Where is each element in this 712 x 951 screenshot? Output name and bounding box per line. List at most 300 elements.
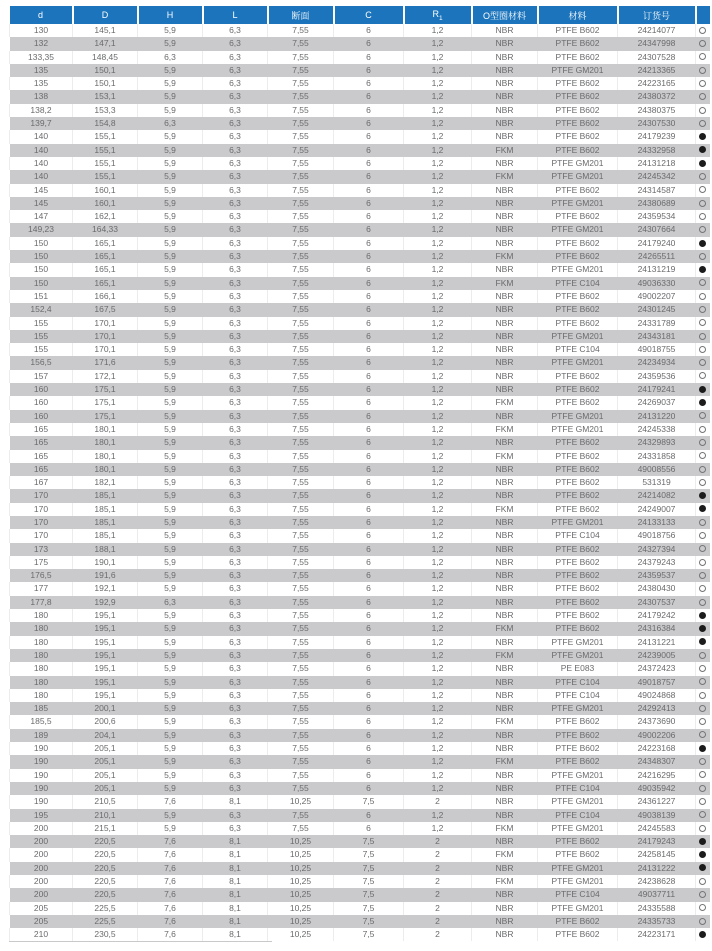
cell-C: 6 [366,543,371,554]
cell-D: 180,1 [73,423,138,436]
availability-open-circle-icon [699,279,706,286]
cell-R1: 2 [404,848,472,861]
cell-material: PTFE C104 [538,529,618,542]
cell-H: 5,9 [164,277,176,288]
cell-D: 192,9 [94,596,116,607]
availability-filled-circle-icon [699,864,706,871]
cell-R1: 1,2 [431,171,444,182]
cell-D: 154,8 [94,118,116,129]
availability-open-circle-icon [699,27,706,34]
cell-D: 172,1 [73,370,138,383]
table-row [10,862,710,875]
cell-order_no: 24331789 [618,317,696,330]
cell-oring_material: NBR [495,836,514,847]
cell-avail [696,356,710,369]
cell-order_no: 24179242 [618,609,696,622]
table-row [10,915,710,928]
cell-material: PTFE C104 [555,889,600,900]
cell-R1: 1,2 [431,676,444,687]
cell-oring_material: NBR [495,676,514,687]
table-row [10,729,710,742]
cell-material: PTFE B602 [555,384,600,395]
availability-filled-circle-icon [699,492,706,499]
cell-section: 7,55 [268,263,334,276]
cell-order_no: 24269037 [618,396,696,409]
cell-oring_material: NBR [472,636,538,649]
cell-avail [696,676,710,689]
cell-H: 7,6 [164,862,176,873]
cell-R1: 2 [404,795,472,808]
cell-material: PTFE B602 [555,91,600,102]
column-header-oring_material: O型圈材料 [472,6,538,24]
availability-open-circle-icon [699,186,706,193]
cell-d: 170 [33,490,49,501]
availability-open-circle-icon [699,519,706,526]
cell-D: 165,1 [94,251,116,262]
cell-material: PTFE C104 [555,676,600,687]
availability-open-circle-icon [699,878,706,885]
cell-material: PTFE GM201 [551,649,604,660]
cell-material: PTFE GM201 [538,902,618,915]
cell-material: PTFE B602 [538,290,618,303]
cell-material: PTFE GM201 [551,410,604,421]
cell-d: 205 [33,915,49,926]
table-row [10,835,710,848]
cell-order_no: 24373690 [618,715,696,728]
cell-order_no: 24223165 [618,77,696,90]
cell-avail [696,582,710,595]
cell-section: 7,55 [292,224,309,235]
cell-oring_material: FKM [495,171,514,182]
cell-L: 6,3 [203,184,268,197]
cell-section: 7,55 [292,809,309,820]
cell-H: 5,9 [138,370,203,383]
cell-L: 6,3 [229,251,241,262]
table-row [10,144,710,157]
cell-C: 7,5 [334,928,404,941]
cell-oring_material: FKM [472,848,538,861]
cell-material: PTFE B602 [555,543,600,554]
cell-material: PTFE C104 [555,277,600,288]
cell-d: 200 [10,822,73,835]
table-row [10,184,710,197]
cell-C: 6 [334,822,404,835]
cell-oring_material: NBR [495,224,514,235]
cell-d: 151 [10,290,73,303]
cell-D: 195,1 [73,609,138,622]
cell-d: 155 [10,317,73,330]
availability-filled-circle-icon [699,266,706,273]
cell-material: PTFE GM201 [551,703,604,714]
cell-section: 7,55 [292,171,309,182]
cell-oring_material: NBR [472,902,538,915]
cell-D: 175,1 [94,410,116,421]
cell-d: 165 [33,463,49,474]
cell-order_no: 49002206 [637,729,676,740]
cell-L: 6,3 [203,769,268,782]
cell-material: PTFE C104 [538,343,618,356]
cell-oring_material: FKM [472,875,538,888]
table-row [10,529,710,542]
cell-material: PTFE C104 [555,782,600,793]
cell-R1: 1,2 [404,317,472,330]
cell-avail [696,303,710,316]
cell-d: 145 [10,184,73,197]
cell-R1: 2 [404,875,472,888]
cell-R1: 1,2 [431,64,444,75]
cell-H: 6,3 [138,51,203,64]
cell-D: 150,1 [73,77,138,90]
cell-d: 150 [10,263,73,276]
cell-H: 5,9 [164,516,176,527]
cell-d: 177 [10,582,73,595]
cell-H: 7,6 [138,928,203,941]
cell-section: 7,55 [268,423,334,436]
cell-H: 5,9 [164,623,176,634]
cell-d: 176,5 [30,570,52,581]
cell-d: 185,5 [10,715,73,728]
cell-H: 5,9 [164,197,176,208]
cell-H: 5,9 [138,529,203,542]
availability-open-circle-icon [699,652,706,659]
cell-C: 6 [366,251,371,262]
cell-D: 171,6 [94,357,116,368]
cell-avail [696,636,710,649]
cell-R1: 1,2 [404,822,472,835]
cell-L: 8,1 [203,902,268,915]
cell-D: 155,1 [73,130,138,143]
table-row [10,90,710,103]
cell-order_no: 24348307 [637,756,676,767]
availability-open-circle-icon [699,678,706,685]
table-row [10,290,710,303]
cell-order_no: 24214077 [618,24,696,37]
cell-order_no: 24343181 [637,330,676,341]
cell-C: 6 [334,290,404,303]
cell-R1: 1,2 [404,210,472,223]
cell-C: 6 [334,662,404,675]
cell-material: PTFE GM201 [538,795,618,808]
table-row [10,503,710,516]
cell-R1: 1,2 [431,809,444,820]
cell-section: 7,55 [292,623,309,634]
cell-L: 6,3 [229,38,241,49]
cell-order_no: 24265511 [637,251,676,262]
cell-d: 167 [10,476,73,489]
table-row [10,822,710,835]
cell-material: PTFE B602 [555,144,600,155]
cell-avail [696,529,710,542]
column-header-d: d [10,6,73,24]
cell-C: 6 [334,370,404,383]
cell-material: PTFE GM201 [551,357,604,368]
cell-order_no: 24335588 [618,902,696,915]
availability-open-circle-icon [699,705,706,712]
cell-d: 190 [33,756,49,767]
availability-open-circle-icon [699,918,706,925]
cell-D: 188,1 [94,543,116,554]
cell-C: 6 [366,357,371,368]
column-header-C: C [334,6,404,24]
availability-open-circle-icon [699,40,706,47]
availability-open-circle-icon [699,293,706,300]
cell-oring_material: NBR [495,118,514,129]
cell-L: 6,3 [229,224,241,235]
cell-section: 7,55 [268,822,334,835]
cell-section: 10,25 [268,928,334,941]
cell-order_no: 24359537 [637,570,676,581]
cell-H: 5,9 [164,437,176,448]
cell-avail [696,662,710,675]
cell-C: 6 [334,184,404,197]
cell-section: 7,55 [268,237,334,250]
cell-d: 190 [10,742,73,755]
cell-D: 170,1 [73,317,138,330]
cell-order_no: 24331858 [618,450,696,463]
cell-oring_material: NBR [495,357,514,368]
cell-section: 7,55 [268,77,334,90]
cell-section: 7,55 [292,277,309,288]
cell-L: 6,3 [229,384,241,395]
cell-section: 7,55 [292,251,309,262]
cell-L: 6,3 [229,330,241,341]
cell-L: 8,1 [203,795,268,808]
cell-section: 7,55 [292,197,309,208]
cell-avail [696,64,710,77]
cell-material: PTFE B602 [538,130,618,143]
cell-H: 5,9 [138,689,203,702]
cell-d: 140 [33,144,49,155]
cell-order_no: 24292413 [637,703,676,714]
cell-H: 5,9 [138,157,203,170]
cell-D: 205,1 [73,769,138,782]
cell-H: 5,9 [138,130,203,143]
table-row [10,742,710,755]
table-row [10,450,710,463]
cell-order_no: 24307664 [637,224,676,235]
cell-section: 7,55 [268,476,334,489]
table-row [10,277,710,290]
table-row [10,662,710,675]
cell-C: 6 [366,649,371,660]
cell-material: PTFE B602 [538,848,618,861]
cell-C: 6 [366,224,371,235]
cell-avail [696,77,710,90]
cell-section: 7,55 [292,144,309,155]
cell-L: 6,3 [229,357,241,368]
cell-section: 7,55 [268,210,334,223]
cell-oring_material: NBR [495,384,514,395]
cell-oring_material: NBR [495,729,514,740]
cell-section: 7,55 [292,756,309,767]
cell-oring_material: FKM [472,450,538,463]
cell-d: 200 [10,848,73,861]
cell-C: 6 [366,197,371,208]
availability-open-circle-icon [699,120,706,127]
cell-C: 6 [366,171,371,182]
table-row [10,782,710,795]
table-row [10,848,710,861]
cell-L: 6,3 [229,197,241,208]
cell-order_no: 24179240 [618,237,696,250]
cell-H: 7,6 [164,836,176,847]
availability-open-circle-icon [699,758,706,765]
cell-order_no: 24131220 [637,410,676,421]
cell-D: 195,1 [94,623,116,634]
cell-section: 7,55 [268,503,334,516]
cell-material: PTFE B602 [555,463,600,474]
cell-C: 6 [366,38,371,49]
cell-D: 170,1 [94,330,116,341]
cell-avail [696,596,710,609]
cell-oring_material: FKM [495,649,514,660]
cell-oring_material: NBR [472,237,538,250]
cell-oring_material: NBR [495,809,514,820]
cell-C: 7,5 [334,902,404,915]
cell-material: PTFE GM201 [551,171,604,182]
availability-open-circle-icon [699,665,706,672]
cell-avail [696,556,710,569]
table-row [10,250,710,263]
cell-C: 6 [366,516,371,527]
cell-D: 191,6 [94,570,116,581]
cell-d: 135 [33,64,49,75]
cell-avail [696,915,710,928]
cell-material: PTFE B602 [555,118,600,129]
cell-oring_material: FKM [495,277,514,288]
cell-material: PTFE B602 [555,623,600,634]
cell-material: PTFE B602 [538,609,618,622]
cell-D: 195,1 [73,689,138,702]
cell-H: 7,6 [138,795,203,808]
cell-R1: 1,2 [431,197,444,208]
seal-spec-table [9,6,710,941]
table-row [10,582,710,595]
column-header-order_no: 订货号 [618,6,696,24]
cell-D: 155,1 [73,157,138,170]
cell-C: 6 [366,91,371,102]
cell-avail [696,569,710,582]
cell-oring_material: NBR [495,915,514,926]
cell-material: PTFE B602 [538,476,618,489]
cell-H: 6,3 [164,118,176,129]
cell-order_no: 24131222 [637,862,676,873]
cell-C: 6 [334,237,404,250]
cell-material: PTFE B602 [555,596,600,607]
cell-material: PE E083 [538,662,618,675]
table-row [10,622,710,635]
cell-R1: 1,2 [404,343,472,356]
cell-L: 6,3 [203,51,268,64]
cell-oring_material: FKM [495,623,514,634]
cell-section: 7,55 [292,330,309,341]
cell-C: 6 [366,64,371,75]
cell-L: 6,3 [229,277,241,288]
cell-d: 140 [33,171,49,182]
availability-open-circle-icon [699,891,706,898]
cell-avail [696,343,710,356]
cell-section: 7,55 [292,516,309,527]
cell-R1: 1,2 [404,769,472,782]
cell-L: 6,3 [203,636,268,649]
cell-L: 6,3 [203,742,268,755]
cell-R1: 1,2 [404,689,472,702]
availability-open-circle-icon [699,372,706,379]
table-row [10,396,710,409]
cell-d: 180 [33,676,49,687]
cell-avail [696,543,710,556]
cell-order_no: 24335733 [637,915,676,926]
cell-avail [696,769,710,782]
cell-R1: 1,2 [431,118,444,129]
column-header-section: 断面 [268,6,334,24]
cell-L: 6,3 [203,503,268,516]
cell-order_no: 24380689 [637,197,676,208]
cell-order_no: 49024868 [618,689,696,702]
availability-filled-circle-icon [699,146,706,153]
cell-d: 180 [10,689,73,702]
cell-D: 215,1 [73,822,138,835]
cell-D: 220,5 [94,889,116,900]
cell-D: 190,1 [73,556,138,569]
cell-R1: 1,2 [404,476,472,489]
cell-material: PTFE GM201 [538,769,618,782]
cell-material: PTFE B602 [538,210,618,223]
cell-section: 7,55 [292,570,309,581]
cell-oring_material: NBR [472,795,538,808]
cell-oring_material: NBR [495,91,514,102]
cell-section: 7,55 [292,410,309,421]
cell-material: PTFE B602 [555,570,600,581]
cell-L: 6,3 [203,450,268,463]
cell-oring_material: NBR [495,463,514,474]
cell-C: 6 [334,503,404,516]
cell-section: 7,55 [292,357,309,368]
cell-oring_material: NBR [472,184,538,197]
cell-oring_material: NBR [472,662,538,675]
cell-H: 5,9 [164,251,176,262]
table-row [10,343,710,356]
cell-L: 6,3 [229,410,241,421]
table-row [10,702,710,715]
cell-L: 8,1 [203,848,268,861]
cell-L: 6,3 [229,649,241,660]
cell-C: 7,5 [362,836,375,847]
cell-order_no: 531319 [618,476,696,489]
availability-open-circle-icon [699,53,706,60]
cell-avail [696,862,710,875]
cell-L: 8,1 [229,836,241,847]
column-header-L: L [203,6,268,24]
cell-C: 6 [366,304,371,315]
cell-L: 6,3 [203,104,268,117]
availability-open-circle-icon [699,359,706,366]
cell-D: 180,1 [94,463,116,474]
cell-order_no: 24316384 [637,623,676,634]
cell-D: 225,5 [73,902,138,915]
cell-H: 5,9 [138,769,203,782]
cell-d: 145 [33,197,49,208]
cell-R1: 1,2 [404,662,472,675]
cell-C: 6 [334,343,404,356]
cell-H: 5,9 [164,782,176,793]
cell-order_no: 24179241 [637,384,676,395]
cell-L: 6,3 [229,756,241,767]
cell-d: 180 [10,636,73,649]
cell-oring_material: NBR [495,889,514,900]
cell-L: 6,3 [203,24,268,37]
cell-material: PTFE B602 [555,756,600,767]
